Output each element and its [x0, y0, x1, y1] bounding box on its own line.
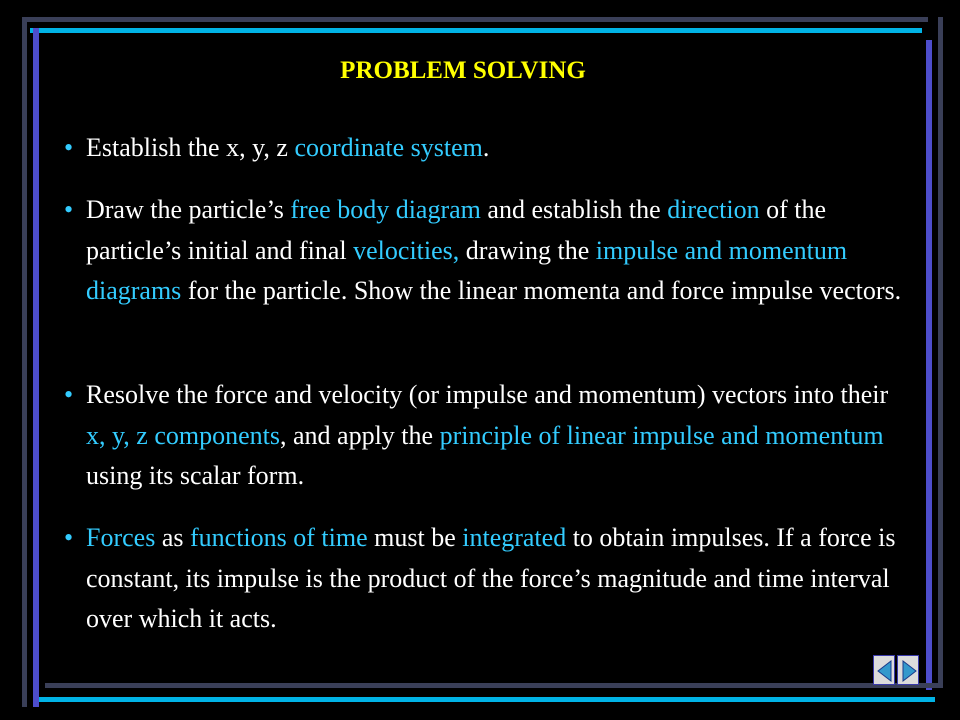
highlighted-term: velocities, [353, 235, 460, 265]
bullet-text-segment: using its scalar form. [86, 461, 305, 490]
bullet-text-segment: Draw the particle’s [86, 195, 291, 224]
highlighted-term: direction [667, 195, 760, 224]
frame-right-inner [926, 40, 932, 690]
bullet-text-segment: must be [367, 523, 463, 552]
bullet-dot: • [64, 523, 74, 552]
slide-title: PROBLEM SOLVING [340, 57, 586, 84]
bullet-text-segment: , and apply the [280, 420, 440, 450]
bullet-dot: • [64, 195, 74, 224]
highlighted-term: functions of time [190, 523, 368, 552]
highlighted-term: principle of linear impulse and momentum [439, 420, 884, 450]
slide-navigation [873, 655, 923, 685]
frame-right-outer [938, 17, 943, 683]
forward-arrow-icon [898, 656, 920, 686]
highlighted-term: impulse and momentum diagrams [86, 235, 848, 305]
frame-left-inner [33, 28, 39, 707]
bullet-text-segment: drawing the [459, 235, 596, 265]
frame-top-inner [30, 28, 922, 33]
back-arrow-icon [874, 656, 896, 686]
highlighted-term: free body diagram [290, 195, 481, 224]
bullet-text [86, 133, 489, 162]
bullet-text-segment: as [155, 523, 190, 552]
next-slide-button[interactable] [897, 655, 919, 685]
frame-top-outer [22, 17, 928, 22]
highlighted-term: integrated [462, 523, 567, 552]
bullet-text-segment: Establish the x, y, z [86, 133, 295, 162]
frame-left-outer [22, 17, 27, 707]
highlighted-term: Forces [86, 523, 156, 552]
bullet-text-segment: of the particle’s initial and final [86, 195, 827, 265]
highlighted-term: x, y, z components [86, 420, 280, 450]
bullet-text [86, 523, 895, 633]
bullet-4 [62, 518, 906, 640]
bullet-text [86, 195, 901, 305]
frame-bottom-inner [39, 697, 935, 702]
bullet-2 [62, 190, 906, 312]
bullet-text-segment: for the particle. Show the linear momenta and force impulse vectors. [181, 276, 902, 305]
bullet-dot: • [64, 133, 74, 162]
bullet-text-segment: to obtain impulses. If a force is constant, its impulse is the product of the force’s magnitude and time interval over which it acts. [86, 523, 896, 633]
frame-bottom-outer [45, 683, 943, 688]
bullet-text-segment: . [482, 133, 490, 162]
bullet-text-segment: and establish the [480, 195, 668, 224]
bullet-text-segment: Resolve the force and velocity (or impulse and momentum) vectors into their [86, 380, 889, 409]
bullet-1 [62, 128, 906, 169]
bullet-dot: • [64, 380, 74, 409]
highlighted-term: coordinate system [294, 133, 483, 162]
bullet-3 [62, 375, 906, 497]
previous-slide-button[interactable] [873, 655, 895, 685]
bullet-text [86, 380, 888, 490]
